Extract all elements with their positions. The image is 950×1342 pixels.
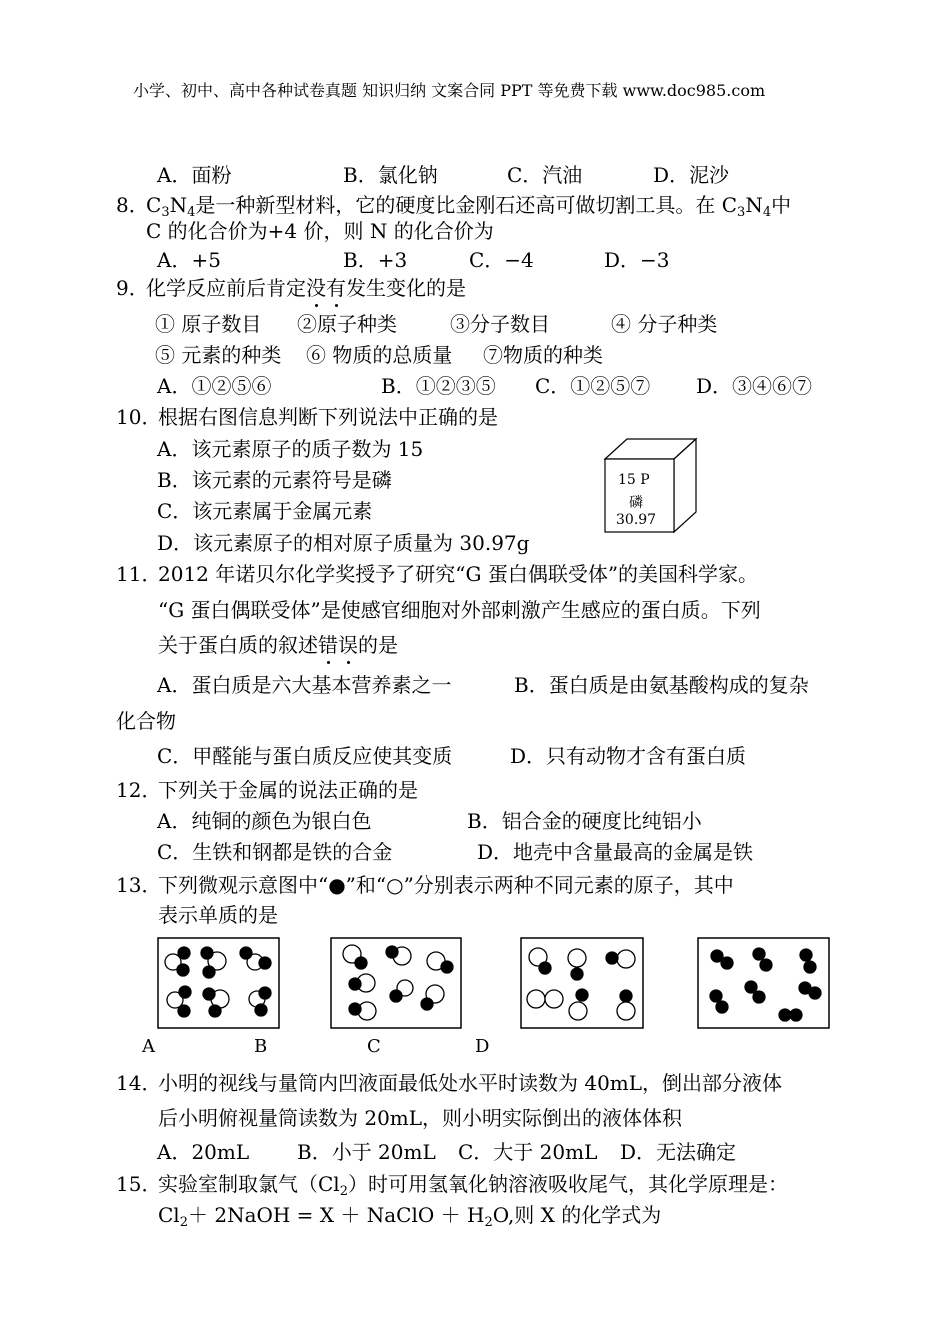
q11-option-a: A．蛋白质是六大基本营养素之一 (157, 673, 452, 697)
cube-number-symbol: 15 P (618, 472, 650, 488)
q11-stem-b: 的是 (358, 633, 398, 657)
q9-stem-b: 发生变化的是 (346, 276, 466, 300)
q11-stem-line3 (158, 633, 398, 657)
q9-item-1: ① 原子数目 (155, 312, 262, 336)
q10-number: 10． (116, 405, 162, 429)
q9-number: 9． (116, 276, 149, 300)
diagram-box-a (157, 937, 281, 1030)
q12-option-a: A．纯铜的颜色为银白色 (157, 809, 372, 833)
diagram-label-a: A (142, 1036, 155, 1057)
q9-item-5: ⑤ 元素的种类 (155, 343, 282, 367)
q9-item-7: ⑦物质的种类 (483, 343, 603, 367)
q14-stem-line2: 后小明俯视量筒读数为 20mL，则小明实际倒出的液体体积 (158, 1106, 683, 1130)
q14-option-a: A．20mL (157, 1140, 250, 1164)
q7-option-d: D．泥沙 (653, 163, 730, 187)
q8-sub: 3 (161, 205, 170, 220)
q9-stem (146, 276, 466, 300)
q15-stem-b: ）时可用氢氧化钠溶液吸收尾气，其化学原理是： (347, 1172, 788, 1196)
q13-stem-line1: 下列微观示意图中“●”和“○”分别表示两种不同元素的原子，其中 (158, 873, 734, 897)
q10-option-a: A．该元素原子的质子数为 15 (157, 437, 424, 461)
q9-option-d: D．③④⑥⑦ (696, 374, 813, 398)
q8-option-c: C．−4 (469, 248, 534, 272)
diagram-box-d (697, 937, 831, 1030)
cube-atomic-mass: 30.97 (616, 512, 657, 528)
cube-element-name: 磷 (629, 495, 643, 511)
q9-option-c: C．①②⑤⑦ (535, 374, 651, 398)
q9-emphasis: 没 (306, 276, 326, 300)
diagram-label-d: D (475, 1036, 490, 1057)
q10-option-c: C．该元素属于金属元素 (157, 499, 373, 523)
q11-stem-line1: 2012 年诺贝尔化学奖授予了研究“G 蛋白偶联受体”的美国科学家。 (158, 562, 759, 586)
q15-eq-b: ＋ 2NaOH = X ＋ NaClO ＋ H (187, 1203, 485, 1227)
q11-option-c: C．甲醛能与蛋白质反应使其变质 (157, 744, 453, 768)
q10-option-d: D．该元素原子的相对原子质量为 30.97g (157, 531, 530, 555)
q15-stem-line1 (158, 1172, 788, 1200)
q7-option-b: B．氯化钠 (343, 163, 438, 187)
q15-sub: 2 (179, 1215, 188, 1230)
q9-item-4: ④ 分子种类 (611, 312, 718, 336)
q10-stem: 根据右图信息判断下列说法中正确的是 (158, 405, 498, 429)
q15-eq-a: Cl (158, 1203, 180, 1227)
q9-item-2: ②原子种类 (297, 312, 397, 336)
q11-option-b: B．蛋白质是由氨基酸构成的复杂 (514, 673, 809, 697)
diagram-label-c: C (367, 1036, 381, 1057)
q8-sub: 3 (737, 205, 746, 220)
q11-option-b-cont: 化合物 (116, 709, 176, 733)
q15-equation (158, 1203, 661, 1231)
q15-eq-c: O,则 X 的化学式为 (492, 1203, 662, 1227)
q8-number: 8． (116, 193, 149, 217)
q15-number: 15． (116, 1172, 162, 1196)
q8-formula-n: N (169, 193, 188, 217)
diagram-box-c (520, 937, 645, 1030)
q8-stem-line2: C 的化合价为+4 价，则 N 的化合价为 (146, 219, 494, 243)
q7-option-a: A．面粉 (157, 163, 232, 187)
q10-option-b: B．该元素的元素符号是磷 (157, 468, 392, 492)
q11-stem-line2: “G 蛋白偶联受体”是使感官细胞对外部刺激产生感应的蛋白质。下列 (158, 598, 761, 622)
q8-stem-end: 中 (771, 193, 792, 217)
q14-option-c: C．大于 20mL (458, 1140, 598, 1164)
q12-option-b: B．铝合金的硬度比纯铝小 (467, 809, 702, 833)
q14-number: 14． (116, 1071, 162, 1095)
page-header: 小学、初中、高中各种试卷真题 知识归纳 文案合同 PPT 等免费下载 www.doc985.com (133, 81, 766, 100)
diagram-box-b (330, 937, 463, 1030)
q13-number: 13． (116, 873, 162, 897)
q11-stem-a: 关于蛋白质的叙述 (158, 633, 318, 657)
q9-item-3: ③分子数目 (450, 312, 550, 336)
q9-emphasis: 有 (326, 276, 346, 300)
q9-item-6: ⑥ 物质的总质量 (306, 343, 453, 367)
q9-option-a: A．①②⑤⑥ (157, 374, 272, 398)
q11-emphasis: 错 (318, 633, 338, 657)
q8-sub: 4 (762, 205, 772, 220)
q9-stem-a: 化学反应前后肯定 (146, 276, 306, 300)
q8-sub: 4 (187, 205, 196, 220)
q15-stem-a: 实验室制取氯气（Cl (158, 1172, 340, 1196)
q15-sub: 2 (339, 1184, 348, 1199)
q14-option-d: D．无法确定 (620, 1140, 737, 1164)
q14-option-b: B．小于 20mL (297, 1140, 436, 1164)
q8-stem (146, 193, 791, 221)
q8-option-a: A．+5 (157, 248, 221, 272)
q9-option-b: B．①②③⑤ (381, 374, 496, 398)
q11-number: 11． (116, 562, 162, 586)
q8-formula-n2: N (745, 193, 763, 217)
q12-option-c: C．生铁和钢都是铁的合金 (157, 840, 393, 864)
q7-option-c: C．汽油 (507, 163, 583, 187)
q13-stem-line2: 表示单质的是 (158, 903, 278, 927)
diagram-label-b: B (254, 1036, 268, 1057)
q8-formula-c: C (146, 193, 162, 217)
q12-stem: 下列关于金属的说法正确的是 (158, 778, 418, 802)
q14-stem-line1: 小明的视线与量筒内凹液面最低处水平时读数为 40mL，倒出部分液体 (158, 1071, 783, 1095)
q8-option-b: B．+3 (343, 248, 408, 272)
q12-option-d: D．地壳中含量最高的金属是铁 (477, 840, 754, 864)
q11-emphasis: 误 (338, 633, 358, 657)
q8-stem-text: 是一种新型材料，它的硬度比金刚石还高可做切割工具。在 C (195, 193, 738, 217)
q12-number: 12． (116, 778, 162, 802)
q15-sub: 2 (484, 1215, 493, 1230)
q8-option-d: D．−3 (604, 248, 670, 272)
q11-option-d: D．只有动物才含有蛋白质 (510, 744, 747, 768)
